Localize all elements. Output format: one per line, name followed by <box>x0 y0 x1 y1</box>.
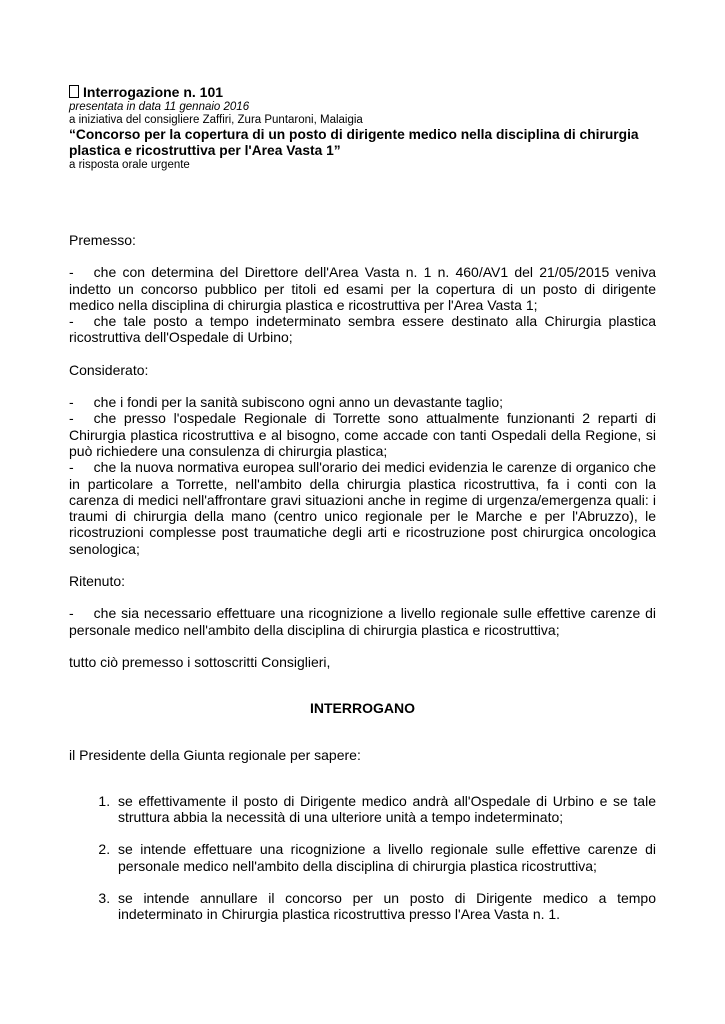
document-body <box>69 232 656 923</box>
questions-list <box>69 793 656 923</box>
interrogano-heading: INTERROGANO <box>310 700 415 717</box>
premesso-item: - che con determina del Direttore dell'Area Vasta n. 1 n. 460/AV1 del 21/05/2015 veniva indetto un concorso pubblico per titoli ed esami per la copertura di un posto di dirigente medico nella disciplina di chirurgia plastica e ricostruttiva per l'Area Vasta 1; <box>69 264 656 313</box>
ritenuto-item: - che sia necessario effettuare una ricognizione a livello regionale sulle effettive carenze di personale medico nell'ambito della disciplina di chirurgia plastica e ricostruttiva; <box>69 605 656 638</box>
premise-close: tutto ciò premesso i sottoscritti Consiglieri, <box>69 653 331 670</box>
subject-title: “Concorso per la copertura di un posto di dirigente medico nella disciplina di chirurgia plastica e ricostruttiva per l'Area Vasta 1” <box>69 127 639 158</box>
considerato-label: Considerato: <box>69 361 149 378</box>
initiative-line: a iniziativa del consigliere Zaffiri, Zura Puntaroni, Malaigia <box>69 114 363 126</box>
question-item: 3. se intende annullare il concorso per un posto di Dirigente medico a tempo indeterminato in Chirurgia plastica ricostruttiva presso l'Area Vasta n. 1. <box>114 890 656 923</box>
interrogation-title: Interrogazione n. 101 <box>69 84 669 101</box>
considerato-item: - che presso l'ospedale Regionale di Torrette sono attualmente funzionanti 2 reparti di Chirurgia plastica ricostruttiva e al bisogno, come accade con tanti Ospedali della Regione, si può richiedere una consulenza di chirurgia plastica; <box>69 410 656 459</box>
question-item: 1. se effettivamente il posto di Dirigente medico andrà all'Ospedale di Urbino e se tale struttura abbia la necessità di una ulteriore unità a tempo indeterminato; <box>114 793 656 826</box>
document-header <box>69 84 669 172</box>
ritenuto-label: Ritenuto: <box>69 573 126 590</box>
response-type: a risposta orale urgente <box>69 159 190 171</box>
checkbox-glyph-icon <box>69 85 79 98</box>
president-line: il Presidente della Giunta regionale per sapere: <box>69 746 361 763</box>
premesso-label: Premesso: <box>69 232 136 248</box>
submission-date: presentata in data 11 gennaio 2016 <box>69 101 250 113</box>
considerato-item: - che la nuova normativa europea sull'orario dei medici evidenzia le carenze di organico che in particolare a Torrette, nell'ambito della chirurgia plastica ricostruttiva, fa i conti con la carenza di medici nell'affrontare gravi situazioni anche in regime di urgenza/emergenza quali: i traumi di chirurgia della mano (centro unico regionale per le Marche e per l'Abruzzo), le ricostruzioni complesse post traumatiche degli arti e ricostruzione post chirurgica oncologica senologica; <box>69 459 656 557</box>
premesso-item: - che tale posto a tempo indeterminato sembra essere destinato alla Chirurgia plastica ricostruttiva dell'Ospedale di Urbino; <box>69 313 656 346</box>
considerato-item: - che i fondi per la sanità subiscono ogni anno un devastante taglio; <box>69 394 504 411</box>
question-item: 2. se intende effettuare una ricognizione a livello regionale sulle effettive carenze di personale medico nell'ambito della disciplina di chirurgia plastica ricostruttiva; <box>114 841 656 874</box>
